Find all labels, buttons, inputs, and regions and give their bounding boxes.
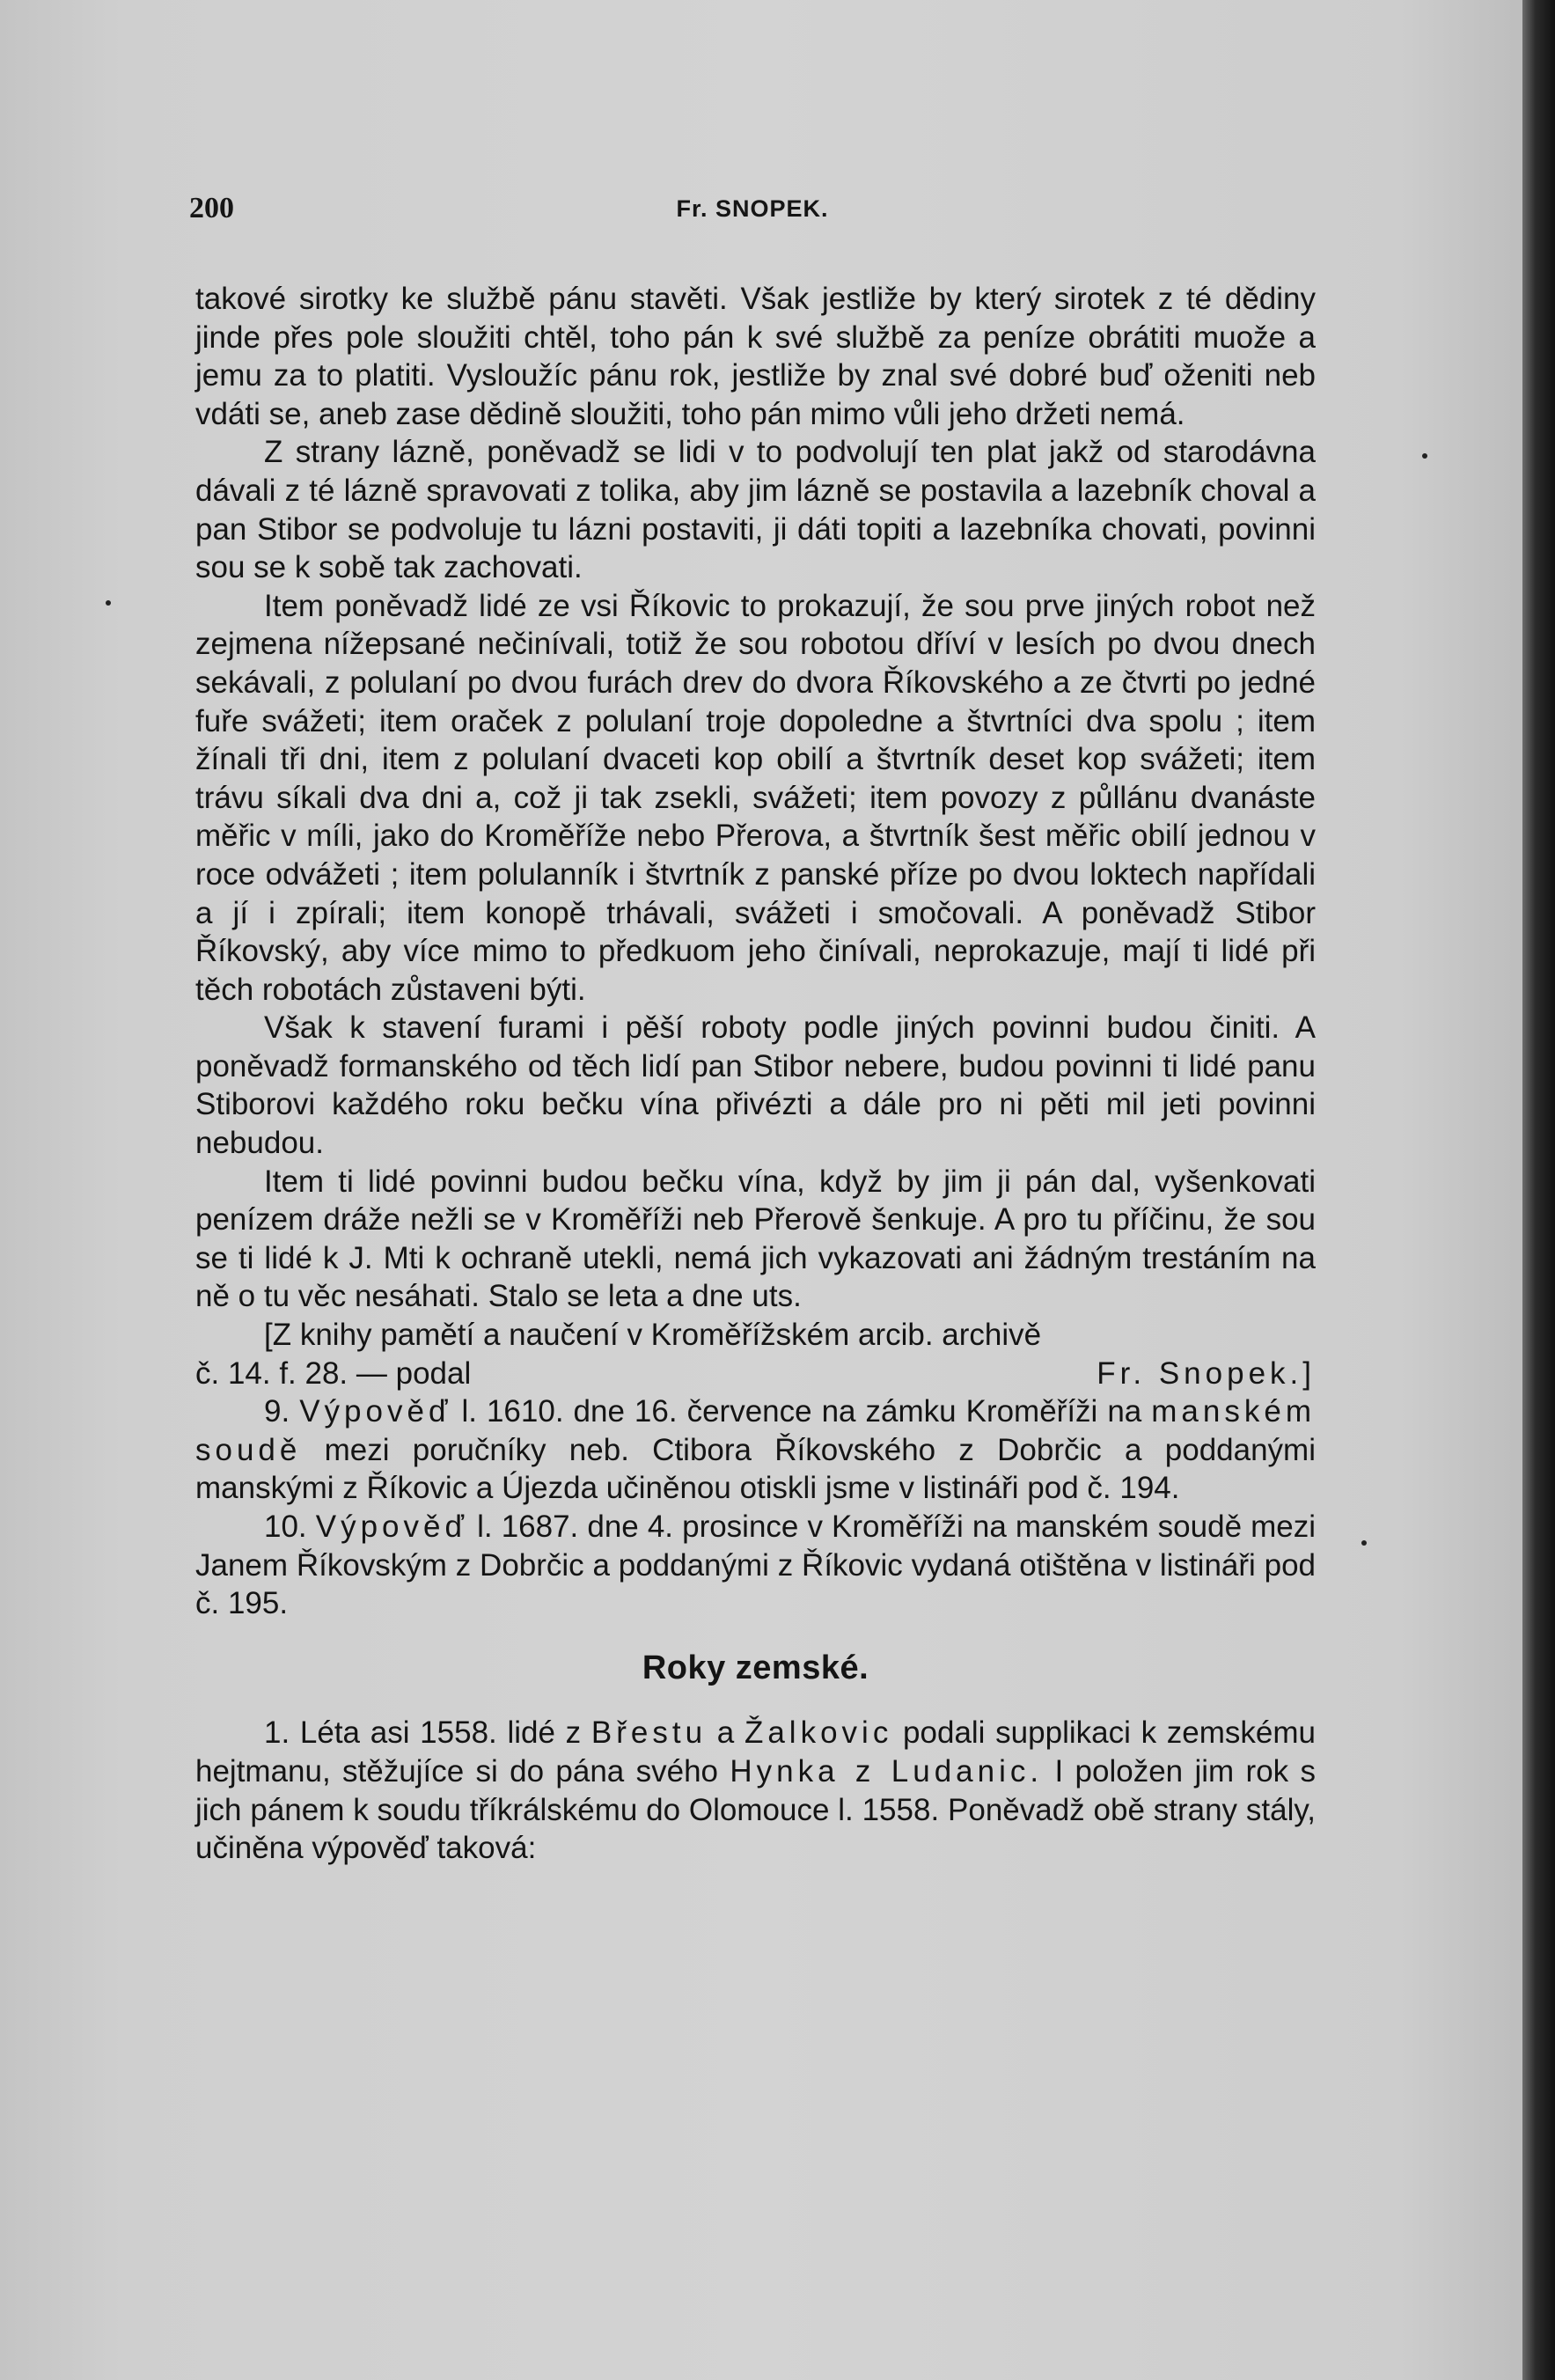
item-9-number: 9. bbox=[264, 1394, 290, 1429]
page-number: 200 bbox=[189, 192, 234, 224]
item-10-number: 10. bbox=[264, 1510, 307, 1544]
item-9-spaced-2: manském soudě bbox=[195, 1394, 1316, 1467]
item-10 bbox=[195, 1508, 1316, 1623]
paragraph-3: Item poněvadž lidé ze vsi Říkovic to prokazují, že sou prve jiných robot než zejmena nížepsané nečinívali, totiž že sou robotou dříví v lesích po dvou dnech sekávali, z polulaní po dvou furách drev do dvora Říkovského a ze čtvrti po jedné fuře svážeti; item oraček z polulaní troje dopoledne a štvrtníci dva spolu ; item žínali tři dni, item z polulaní dvaceti kop obilí a štvrtník deset kop svážeti; item trávu síkali dva dni a, což ji tak zsekli, svážeti; item povozy z půllánu dvanáste měřic v míli, jako do Kroměříže nebo Přerova, a štvrtník šest měřic obilí jednou v roce odvážeti ; item polulanník i štvrtník z panské příze po dvou loktech napřídali a jí i zpírali; item konopě trhávali, svážeti i smočovali. A poněvadž Stibor Říkovský, aby více mimo to předkuom jeho činívali, neprokazuje, mají ti lidé při těch robotách zůstaveni býti. bbox=[195, 588, 1316, 1007]
citation-line-2 bbox=[195, 1355, 1316, 1393]
place-name-brest: Břestu bbox=[590, 1715, 708, 1751]
scan-edge-shadow bbox=[1522, 0, 1555, 2380]
body-text bbox=[195, 280, 1316, 1868]
item-10-spaced: Výpověď bbox=[315, 1510, 469, 1544]
section-text-1: 1. Léta asi 1558. lidé z bbox=[264, 1715, 582, 1751]
page-header bbox=[189, 192, 1316, 231]
item-9-text-2: mezi poručníky neb. Ctibora Říkovského z Dobrčic a poddanými manskými z Říkovic a Újezda učiněnou otiskli jsme v listináři pod č. 194. bbox=[195, 1432, 1316, 1506]
scan-speck bbox=[1422, 453, 1427, 459]
citation-author: Fr. Snopek.] bbox=[1097, 1355, 1316, 1391]
item-9-spaced-1: Výpověď bbox=[299, 1394, 452, 1429]
paragraph-2: Z strany lázně, poněvadž se lidi v to podvolují ten plat jakž od starodávna dávali z té lázně spravovati z tolika, aby jim lázně se postavila a lazebník choval a pan Stibor se podvoluje tu lázni postaviti, ji dáti topiti a lazebníka chovati, povinni sou se k sobě tak zachovati. bbox=[195, 435, 1316, 585]
scan-speck bbox=[106, 600, 111, 606]
place-name-zalkovic: Žalkovic bbox=[744, 1715, 893, 1751]
scan-speck bbox=[1361, 1540, 1367, 1546]
running-head: Fr. SNOPEK. bbox=[676, 195, 829, 222]
person-name-hynek: Hynka z Ludanic. bbox=[730, 1753, 1044, 1789]
paragraph-4: Však k stavení furami i pěší roboty podle jiných povinni budou činiti. A poněvadž formanského od těch lidí pan Stibor nebere, budou povinni ti lidé panu Stiborovi každého roku bečku vína přivézti a dále pro ni pěti mil jeti povinni nebudou. bbox=[195, 1010, 1316, 1161]
citation-reference: č. 14. f. 28. — podal bbox=[195, 1355, 472, 1391]
section-paragraph bbox=[195, 1714, 1316, 1867]
section-text-2: a bbox=[716, 1715, 735, 1751]
citation-line-1: [Z knihy pamětí a naučení v Kroměřížském arcib. archivě bbox=[264, 1318, 1042, 1353]
paragraph-5: Item ti lidé povinni budou bečku vína, když by jim ji pán dal, vyšenkovati penízem dráže nežli se v Kroměříži neb Přerově šenkuje. A pro tu příčinu, že sou se ti lidé k J. Mti k ochraně utekli, nemá jich vykazovati ani žádným trestáním na ně o tu věc nesáhati. Stalo se leta a dne uts. bbox=[195, 1164, 1316, 1314]
item-10-text: l. 1687. dne 4. prosince v Kroměříži na manském soudě mezi Janem Říkovským z Dobrčic a poddanými z Říkovic vydaná otištěna v listináři pod č. 195. bbox=[195, 1510, 1317, 1621]
section-text-4: I položen jim rok s jich pánem k soudu tříkrálskému do Olomouce l. 1558. Poněvadž obě strany stály, učiněna výpověď taková: bbox=[195, 1753, 1317, 1866]
section-title: Roky zemské. bbox=[642, 1649, 869, 1686]
paragraph-1: takové sirotky ke službě pánu stavěti. Však jestliže by který sirotek z té dědiny jinde přes pole sloužiti chtěl, toho pán k své službě za peníze obrátiti muože a jemu za to platiti. Vysloužíc pánu rok, jestliže by znal své dobré buď oženiti neb vdáti se, aneb zase dědině sloužiti, toho pán mimo vůli jeho držeti nemá. bbox=[195, 282, 1316, 431]
section-text-3: podali supplikaci k zemskému hejtmanu, stěžujíce si do pána svého bbox=[195, 1715, 1316, 1789]
item-9 bbox=[195, 1392, 1316, 1508]
item-9-text-1: l. 1610. dne 16. července na zámku Kroměříži na bbox=[461, 1394, 1142, 1429]
